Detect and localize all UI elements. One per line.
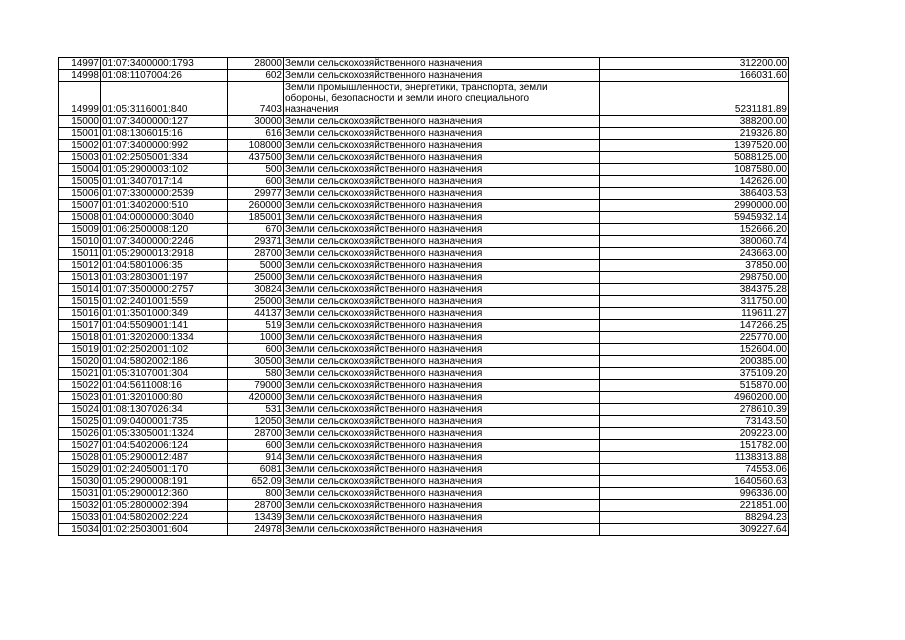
area-cell: 914 [228, 452, 284, 464]
land-category-text: Земли сельскохозяйственного назначения [285, 212, 483, 223]
table-row [59, 236, 789, 248]
cadastral-value-cell: 298750.00 [600, 272, 789, 284]
land-category-text: Земли сельскохозяйственного назначения [285, 488, 483, 499]
cadastral-number-cell: 01:08:1307026:34 [101, 404, 228, 416]
land-category-cell [284, 428, 600, 440]
cadastral-number-cell: 01:01:3501000:349 [101, 308, 228, 320]
cadastral-value-cell: 147266.25 [600, 320, 789, 332]
cadastral-value-cell: 219326.80 [600, 128, 789, 140]
cadastral-value-cell: 312200.00 [600, 58, 789, 70]
land-category-cell [284, 476, 600, 488]
cadastral-value-cell: 1397520.00 [600, 140, 789, 152]
table-row [59, 164, 789, 176]
cadastral-value-cell: 221851.00 [600, 500, 789, 512]
land-category-cell [284, 524, 600, 536]
table-row [59, 440, 789, 452]
land-category-text: Земли сельскохозяйственного назначения [285, 452, 483, 463]
cadastral-number-cell: 01:09:0400001:735 [101, 416, 228, 428]
table-row [59, 128, 789, 140]
land-category-text: Земли сельскохозяйственного назначения [285, 284, 483, 295]
row-number-cell: 15024 [59, 404, 101, 416]
land-category-text: Земли сельскохозяйственного назначения [285, 116, 483, 127]
row-number-cell: 15030 [59, 476, 101, 488]
row-number-cell: 15027 [59, 440, 101, 452]
row-number-cell: 15031 [59, 488, 101, 500]
area-cell: 519 [228, 320, 284, 332]
table-row [59, 200, 789, 212]
land-category-cell [284, 200, 600, 212]
cadastral-value-cell: 37850.00 [600, 260, 789, 272]
land-category-text: Земли промышленности, энергетики, транспорта, земли [285, 82, 548, 93]
cadastral-value-cell: 311750.00 [600, 296, 789, 308]
cadastral-value-cell: 5945932.14 [600, 212, 789, 224]
cadastral-number-cell: 01:07:3500000:2757 [101, 284, 228, 296]
cadastral-number-cell: 01:08:1107004:26 [101, 70, 228, 82]
cadastral-number-cell: 01:07:3400000:127 [101, 116, 228, 128]
table-row [59, 368, 789, 380]
area-cell: 6081 [228, 464, 284, 476]
cadastral-value-cell: 119611.27 [600, 308, 789, 320]
cadastral-value-cell: 200385.00 [600, 356, 789, 368]
land-category-cell [284, 296, 600, 308]
land-category-text: Земли сельскохозяйственного назначения [285, 296, 483, 307]
land-category-cell [284, 164, 600, 176]
area-cell: 30824 [228, 284, 284, 296]
table-row [59, 320, 789, 332]
land-category-text: Земли сельскохозяйственного назначения [285, 320, 483, 331]
row-number-cell: 15000 [59, 116, 101, 128]
table-row [59, 392, 789, 404]
area-cell: 420000 [228, 392, 284, 404]
cadastral-number-cell: 01:08:1306015:16 [101, 128, 228, 140]
row-number-cell: 15026 [59, 428, 101, 440]
land-category-text: Земли сельскохозяйственного назначения [285, 404, 483, 415]
row-number-cell: 15029 [59, 464, 101, 476]
land-category-text: Земли сельскохозяйственного назначения [285, 128, 483, 139]
cadastral-number-cell: 01:04:5509001:141 [101, 320, 228, 332]
row-number-cell: 15018 [59, 332, 101, 344]
land-category-text: Земли сельскохозяйственного назначения [285, 464, 483, 475]
table-body [59, 58, 789, 536]
cadastral-value-cell: 5088125.00 [600, 152, 789, 164]
row-number-cell: 15011 [59, 248, 101, 260]
land-category-cell [284, 70, 600, 82]
row-number-cell: 15006 [59, 188, 101, 200]
land-category-text: Земли сельскохозяйственного назначения [285, 476, 483, 487]
land-category-cell [284, 416, 600, 428]
area-cell: 500 [228, 164, 284, 176]
cadastral-value-cell: 1138313.88 [600, 452, 789, 464]
table-row [59, 488, 789, 500]
land-category-text: обороны, безопасности и земли иного специального [285, 93, 530, 104]
cadastral-value-cell: 73143.50 [600, 416, 789, 428]
land-category-cell [284, 272, 600, 284]
row-number-cell: 15019 [59, 344, 101, 356]
cadastral-value-cell: 88294.23 [600, 512, 789, 524]
cadastral-number-cell: 01:03:2803001:197 [101, 272, 228, 284]
row-number-cell: 15021 [59, 368, 101, 380]
area-cell: 29371 [228, 236, 284, 248]
table-row [59, 428, 789, 440]
cadastral-number-cell: 01:01:3201000:80 [101, 392, 228, 404]
area-cell: 25000 [228, 296, 284, 308]
land-category-text: Земли сельскохозяйственного назначения [285, 176, 483, 187]
land-category-cell [284, 176, 600, 188]
table-row [59, 152, 789, 164]
cadastral-value-cell: 209223.00 [600, 428, 789, 440]
area-cell: 28700 [228, 500, 284, 512]
land-category-cell [284, 332, 600, 344]
cadastral-number-cell: 01:07:3300000:2539 [101, 188, 228, 200]
land-category-cell [284, 128, 600, 140]
land-category-text: Земли сельскохозяйственного назначения [285, 356, 483, 367]
table-row [59, 500, 789, 512]
row-number-cell: 15013 [59, 272, 101, 284]
table-row [59, 260, 789, 272]
table-row [59, 224, 789, 236]
row-number-cell: 15015 [59, 296, 101, 308]
cadastral-number-cell: 01:07:3400000:992 [101, 140, 228, 152]
row-number-cell: 15016 [59, 308, 101, 320]
cadastral-value-cell: 278610.39 [600, 404, 789, 416]
land-category-cell [284, 152, 600, 164]
land-category-cell [284, 308, 600, 320]
land-category-cell [284, 320, 600, 332]
land-category-text: Земли сельскохозяйственного назначения [285, 236, 483, 247]
row-number-cell: 15034 [59, 524, 101, 536]
land-category-text: Земли сельскохозяйственного назначения [285, 140, 483, 151]
table-row [59, 140, 789, 152]
row-number-cell: 15032 [59, 500, 101, 512]
cadastral-number-cell: 01:05:2800002:394 [101, 500, 228, 512]
land-category-cell [284, 248, 600, 260]
table-row [59, 404, 789, 416]
cadastral-number-cell: 01:07:3400000:2246 [101, 236, 228, 248]
table-row [59, 452, 789, 464]
table-row [59, 344, 789, 356]
cadastral-value-cell: 74553.06 [600, 464, 789, 476]
table-row [59, 380, 789, 392]
row-number-cell: 15012 [59, 260, 101, 272]
table-row [59, 58, 789, 70]
row-number-cell: 15017 [59, 320, 101, 332]
land-category-text: Земли сельскохозяйственного назначения [285, 272, 483, 283]
area-cell: 437500 [228, 152, 284, 164]
cadastral-value-cell: 386403.53 [600, 188, 789, 200]
area-cell: 600 [228, 440, 284, 452]
row-number-cell: 15002 [59, 140, 101, 152]
row-number-cell: 15014 [59, 284, 101, 296]
land-category-text: Земли сельскохозяйственного назначения [285, 248, 483, 259]
row-number-cell: 15009 [59, 224, 101, 236]
land-category-text: Земли сельскохозяйственного назначения [285, 164, 483, 175]
area-cell: 1000 [228, 332, 284, 344]
cadastral-value-cell: 375109.20 [600, 368, 789, 380]
row-number-cell: 14997 [59, 58, 101, 70]
land-category-cell [284, 344, 600, 356]
cadastral-value-cell: 152666.20 [600, 224, 789, 236]
land-category-text: Земли сельскохозяйственного назначения [285, 500, 483, 511]
row-number-cell: 15020 [59, 356, 101, 368]
table-row [59, 416, 789, 428]
cadastral-number-cell: 01:04:0000000:3040 [101, 212, 228, 224]
area-cell: 29977 [228, 188, 284, 200]
area-cell: 602 [228, 70, 284, 82]
area-cell: 24978 [228, 524, 284, 536]
land-category-cell [284, 140, 600, 152]
table-row [59, 212, 789, 224]
land-category-text: Земли сельскохозяйственного назначения [285, 58, 483, 69]
cadastral-value-cell: 515870.00 [600, 380, 789, 392]
cadastral-value-cell: 1087580.00 [600, 164, 789, 176]
land-category-text: Земли сельскохозяйственного назначения [285, 224, 483, 235]
row-number-cell: 14999 [59, 82, 101, 116]
land-category-cell [284, 368, 600, 380]
cadastral-number-cell: 01:07:3400000:1793 [101, 58, 228, 70]
land-category-cell [284, 380, 600, 392]
area-cell: 28700 [228, 428, 284, 440]
land-category-cell [284, 236, 600, 248]
table-row [59, 284, 789, 296]
area-cell: 260000 [228, 200, 284, 212]
table-row [59, 176, 789, 188]
cadastral-value-cell: 152604.00 [600, 344, 789, 356]
cadastral-number-cell: 01:05:3116001:840 [101, 82, 228, 116]
cadastral-number-cell: 01:02:2405001:170 [101, 464, 228, 476]
area-cell: 531 [228, 404, 284, 416]
land-category-text: Земли сельскохозяйственного назначения [285, 332, 483, 343]
land-category-cell [284, 452, 600, 464]
row-number-cell: 14998 [59, 70, 101, 82]
land-plots-table [58, 57, 789, 536]
area-cell: 670 [228, 224, 284, 236]
land-category-cell [284, 58, 600, 70]
table-row [59, 70, 789, 82]
row-number-cell: 15005 [59, 176, 101, 188]
area-cell: 800 [228, 488, 284, 500]
area-cell: 580 [228, 368, 284, 380]
land-category-cell [284, 500, 600, 512]
cadastral-number-cell: 01:01:3402000:510 [101, 200, 228, 212]
area-cell: 600 [228, 176, 284, 188]
cadastral-number-cell: 01:05:2900008:191 [101, 476, 228, 488]
land-category-cell [284, 284, 600, 296]
table-row [59, 272, 789, 284]
table-row [59, 296, 789, 308]
area-cell: 30500 [228, 356, 284, 368]
land-category-cell [284, 356, 600, 368]
row-number-cell: 15004 [59, 164, 101, 176]
land-category-cell [284, 188, 600, 200]
area-cell: 12050 [228, 416, 284, 428]
cadastral-number-cell: 01:05:2900013:2918 [101, 248, 228, 260]
land-category-text: Земли сельскохозяйственного назначения [285, 512, 483, 523]
land-category-cell [284, 440, 600, 452]
area-cell: 28000 [228, 58, 284, 70]
area-cell: 30000 [228, 116, 284, 128]
land-category-cell [284, 392, 600, 404]
cadastral-value-cell: 166031.60 [600, 70, 789, 82]
cadastral-number-cell: 01:04:5802002:186 [101, 356, 228, 368]
cadastral-value-cell: 996336.00 [600, 488, 789, 500]
cadastral-number-cell: 01:04:5611008:16 [101, 380, 228, 392]
cadastral-value-cell: 151782.00 [600, 440, 789, 452]
row-number-cell: 15023 [59, 392, 101, 404]
land-category-text: Земли сельскохозяйственного назначения [285, 380, 483, 391]
area-cell: 185001 [228, 212, 284, 224]
row-number-cell: 15028 [59, 452, 101, 464]
land-category-text: назначения [285, 104, 339, 115]
land-category-cell [284, 116, 600, 128]
land-category-text: Земли сельскохозяйственного назначения [285, 152, 483, 163]
land-category-text: Земли сельскохозяйственного назначения [285, 428, 483, 439]
land-category-cell [284, 224, 600, 236]
row-number-cell: 15033 [59, 512, 101, 524]
land-category-text: Земли сельскохозяйственного назначения [285, 308, 483, 319]
cadastral-number-cell: 01:06:2500008:120 [101, 224, 228, 236]
land-category-text: Земли сельскохозяйственного назначения [285, 188, 483, 199]
area-cell: 5000 [228, 260, 284, 272]
row-number-cell: 15010 [59, 236, 101, 248]
area-cell: 13439 [228, 512, 284, 524]
cadastral-value-cell: 380060.74 [600, 236, 789, 248]
row-number-cell: 15007 [59, 200, 101, 212]
area-cell: 28700 [228, 248, 284, 260]
cadastral-number-cell: 01:04:5801006:35 [101, 260, 228, 272]
cadastral-number-cell: 01:01:3407017:14 [101, 176, 228, 188]
area-cell: 79000 [228, 380, 284, 392]
land-category-text: Земли сельскохозяйственного назначения [285, 524, 483, 535]
table-row [59, 476, 789, 488]
cadastral-number-cell: 01:02:2401001:559 [101, 296, 228, 308]
land-category-text: Земли сельскохозяйственного назначения [285, 200, 483, 211]
table-row [59, 356, 789, 368]
area-cell: 25000 [228, 272, 284, 284]
cadastral-number-cell: 01:02:2503001:604 [101, 524, 228, 536]
cadastral-value-cell: 1640560.63 [600, 476, 789, 488]
cadastral-number-cell: 01:04:5402006:124 [101, 440, 228, 452]
row-number-cell: 15001 [59, 128, 101, 140]
cadastral-number-cell: 01:02:2505001:334 [101, 152, 228, 164]
cadastral-value-cell: 388200.00 [600, 116, 789, 128]
row-number-cell: 15025 [59, 416, 101, 428]
cadastral-value-cell: 309227.64 [600, 524, 789, 536]
cadastral-value-cell: 243663.00 [600, 248, 789, 260]
cadastral-number-cell: 01:05:2900003:102 [101, 164, 228, 176]
cadastral-value-cell: 225770.00 [600, 332, 789, 344]
table-row [59, 116, 789, 128]
area-cell: 108000 [228, 140, 284, 152]
land-category-text: Земли сельскохозяйственного назначения [285, 70, 483, 81]
cadastral-number-cell: 01:05:3305001:1324 [101, 428, 228, 440]
table-row [59, 308, 789, 320]
area-cell: 600 [228, 344, 284, 356]
cadastral-number-cell: 01:05:2900012:487 [101, 452, 228, 464]
land-category-cell [284, 82, 600, 116]
cadastral-number-cell: 01:01:3202000:1334 [101, 332, 228, 344]
row-number-cell: 15003 [59, 152, 101, 164]
area-cell: 44137 [228, 308, 284, 320]
area-cell: 652.09 [228, 476, 284, 488]
land-category-text: Земли сельскохозяйственного назначения [285, 260, 483, 271]
land-category-cell [284, 212, 600, 224]
area-cell: 7403 [228, 82, 284, 116]
row-number-cell: 15008 [59, 212, 101, 224]
land-category-text: Земли сельскохозяйственного назначения [285, 392, 483, 403]
cadastral-value-cell: 384375.28 [600, 284, 789, 296]
land-category-text: Земли сельскохозяйственного назначения [285, 344, 483, 355]
table-row [59, 464, 789, 476]
land-category-text: Земли сельскохозяйственного назначения [285, 440, 483, 451]
land-category-text: Земли сельскохозяйственного назначения [285, 368, 483, 379]
cadastral-number-cell: 01:04:5802002:224 [101, 512, 228, 524]
table-row [59, 512, 789, 524]
land-category-cell [284, 260, 600, 272]
land-category-text: Земли сельскохозяйственного назначения [285, 416, 483, 427]
cadastral-number-cell: 01:02:2502001:102 [101, 344, 228, 356]
cadastral-value-cell: 2990000.00 [600, 200, 789, 212]
table-row [59, 248, 789, 260]
cadastral-value-cell: 142626.00 [600, 176, 789, 188]
land-category-cell [284, 512, 600, 524]
cadastral-value-cell: 4960200.00 [600, 392, 789, 404]
area-cell: 616 [228, 128, 284, 140]
land-category-cell [284, 464, 600, 476]
cadastral-value-cell: 5231181.89 [600, 82, 789, 116]
row-number-cell: 15022 [59, 380, 101, 392]
table-row [59, 524, 789, 536]
land-category-cell [284, 404, 600, 416]
table-row [59, 332, 789, 344]
cadastral-number-cell: 01:05:2900012:360 [101, 488, 228, 500]
table-row [59, 188, 789, 200]
cadastral-number-cell: 01:05:3107001:304 [101, 368, 228, 380]
land-category-cell [284, 488, 600, 500]
table-row [59, 82, 789, 116]
